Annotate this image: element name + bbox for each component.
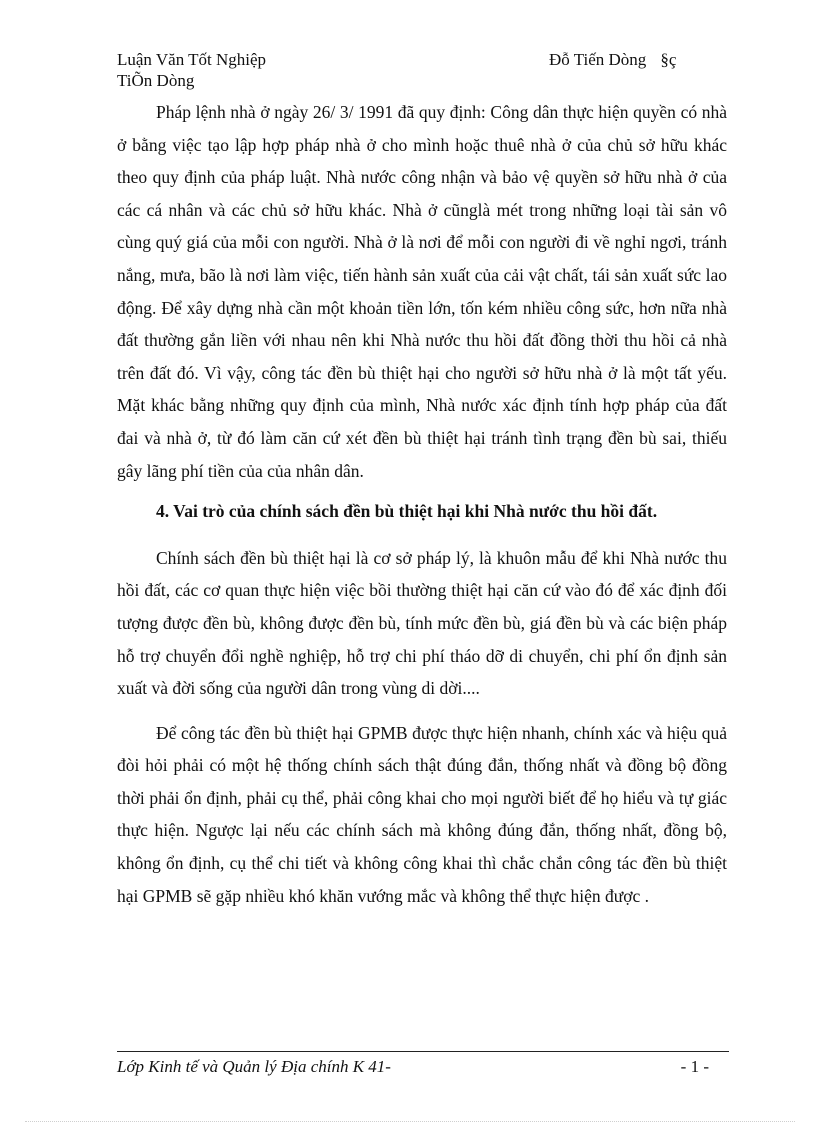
header-author bbox=[549, 49, 676, 70]
footer-divider bbox=[117, 1051, 729, 1052]
header-symbol: §ç bbox=[660, 50, 677, 69]
page-number: - 1 - bbox=[680, 1057, 709, 1076]
footer-class-label: Lớp Kinh tế và Quản lý Địa chính K 41- bbox=[117, 1057, 391, 1076]
document-body bbox=[117, 96, 727, 912]
header-subtitle: TiÕn Dòng bbox=[117, 71, 195, 90]
paragraph-policy-role: Chính sách đền bù thiệt hại là cơ sở pháp lý, là khuôn mẫu để khi Nhà nước thu hồi đất, các cơ quan thực hiện việc bồi thường thiệt hại căn cứ vào đó để xác định đối tượng được đền bù, không được đền bù, tính mức đền bù, giá đền bù và các biện pháp hỗ trợ chuyển đổi nghề nghiệp, hỗ trợ chi phí tháo dỡ di chuyển, chi phí ổn định sản xuất và đời sống của người dân trong vùng di dời.... bbox=[117, 547, 727, 699]
header-author-name: Đỗ Tiến Dòng bbox=[549, 50, 647, 69]
paragraph-housing-law: Pháp lệnh nhà ở ngày 26/ 3/ 1991 đã quy định: Công dân thực hiện quyền có nhà ở bằng việc tạo lập hợp pháp nhà ở cho mình hoặc thuê nhà ở của chủ sở hữu khác theo quy định của pháp luật. Nhà nước công nhận và bảo vệ quyền sở hữu nhà ở của các cá nhân và các chủ sở hữu khác. Nhà ở cũnglà mét trong những loại tài sản vô cùng quý giá của mỗi con người. Nhà ở là nơi để mỗi con người đi về nghỉ ngơi, tránh nắng, mưa, bão là nơi làm việc, tiến hành sản xuất của cải vật chất, tái sản xuất sức lao động. Để xây dựng nhà cần một khoản tiền lớn, tốn kém nhiều công sức, hơn nữa nhà đất thường gắn liền với nhau nên khi Nhà nước thu hồi đất đồng thời thu hồi cả nhà trên đất đó. Vì vậy, công tác đền bù thiệt hại cho người sở hữu nhà ở là một tất yếu. Mặt khác bằng những quy định của mình, Nhà nước xác định tính hợp pháp của đất đai và nhà ở, từ đó làm căn cứ xét đền bù thiệt hại tránh tình trạng đền bù sai, thiếu gây lãng phí tiền của của nhân dân. bbox=[117, 102, 727, 481]
section-heading: 4. Vai trò của chính sách đền bù thiệt hại khi Nhà nước thu hồi đất. bbox=[156, 501, 658, 522]
paragraph-policy-requirements: Để công tác đền bù thiệt hại GPMB được thực hiện nhanh, chính xác và hiệu quả đòi hỏi phải có một hệ thống chính sách thật đúng đắn, thống nhất và đồng bộ đồng thời phải ổn định, phải cụ thể, phải công khai cho mọi người biết để họ hiểu và tự giác thực hiện. Ngược lại nếu các chính sách mà không đúng đắn, thống nhất, đồng bộ, không ổn định, cụ thể chi tiết và không công khai thì chắc chắn công tác đền bù thiệt hại GPMB sẽ gặp nhiều khó khăn vướng mắc và không thể thực hiện được . bbox=[117, 722, 727, 906]
page-footer bbox=[117, 1056, 709, 1078]
header-title: Luận Văn Tốt Nghiệp bbox=[117, 50, 267, 69]
page-bottom-dotted-border bbox=[25, 1121, 795, 1122]
